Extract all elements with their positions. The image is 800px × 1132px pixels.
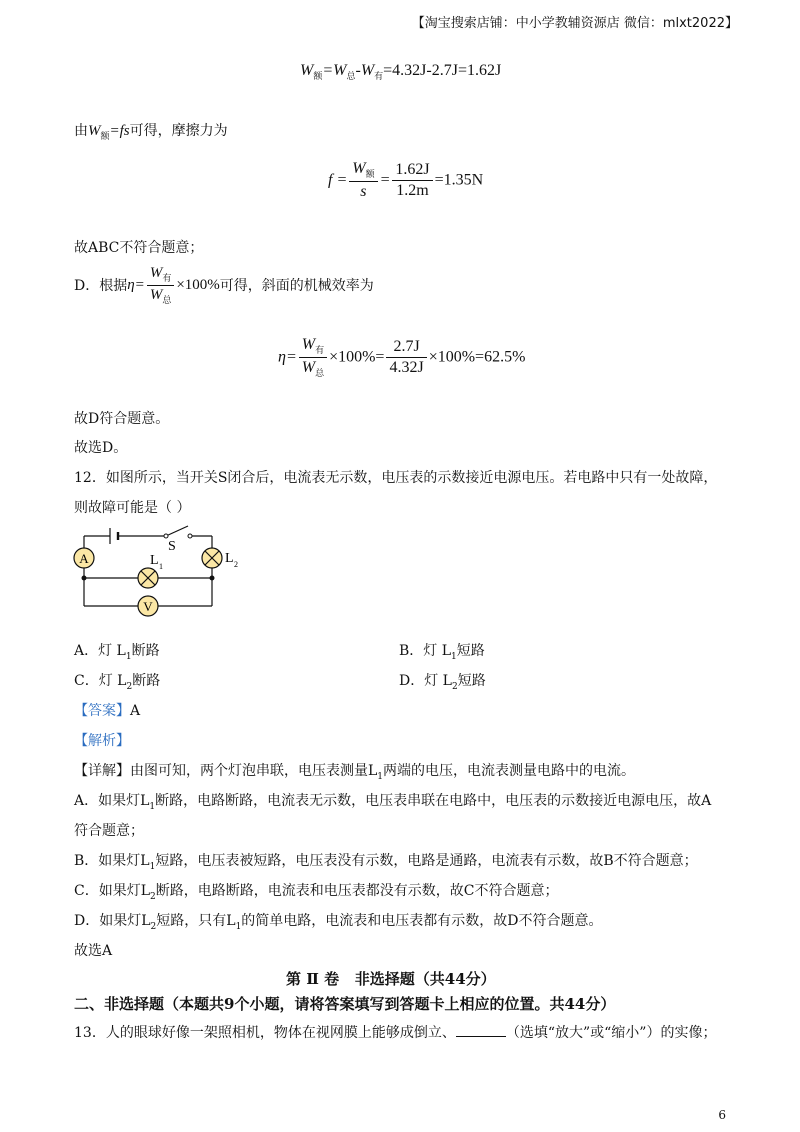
svg-text:2: 2	[234, 560, 238, 569]
page-header: 【淘宝搜索店铺：中小学教辅资源店 微信：mlxt2022】	[411, 16, 738, 31]
analysis-label: 【解析】	[74, 733, 130, 749]
equation-efficiency: η= $\frac{W_有}{W_总}$ ×100%= $\frac{2.7J}{4.32J}$ ×100%=62.5%	[278, 336, 526, 379]
answer-blank[interactable]	[456, 1024, 506, 1037]
option-a: A．灯 $L_1$断路	[74, 643, 160, 662]
explain-a-line2: 符合题意；	[74, 823, 144, 839]
friction-intro: 由$W_额=fs$可得，摩擦力为	[74, 123, 228, 141]
explain-a: A．如果灯$L_1$断路，电路断路，电流表无示数，电压表串联在电路中，电压表的示数接近电源电压，故A	[74, 793, 712, 812]
page-number: 6	[718, 1108, 726, 1122]
option-b: B．灯 $L_1$短路	[399, 643, 485, 662]
voltmeter-symbol	[138, 596, 158, 616]
explain-d: D．如果灯$L_2$短路，只有$L_1$的简单电路，电流表和电压表都有示数，故D不符合题意。	[74, 913, 603, 932]
option-d: D．灯 $L_2$短路	[399, 673, 486, 692]
choice-d: 故选D。	[74, 440, 128, 456]
d-conclusion: 故D符合题意。	[74, 411, 170, 427]
question-13: 13．人的眼球好像一架照相机，物体在视网膜上能够成倒立、 （选填“放大”或“缩小”）的实像；	[74, 1025, 717, 1041]
abc-conclusion: 故ABC不符合题意；	[74, 240, 204, 256]
d-efficiency-intro: D．根据η= $\frac{W_有}{W_总}$ ×100%可得，斜面的机械效率为	[74, 265, 374, 305]
answer: 【答案】A	[74, 703, 141, 719]
section-title: 第 Ⅱ 卷 非选择题（共44分）	[286, 970, 496, 988]
detail-text: 【详解】由图可知，两个灯泡串联，电压表测量$L_1$两端的电压，电流表测量电路中的电流。	[74, 763, 636, 782]
choice-a: 故选A	[74, 943, 113, 959]
svg-text:L: L	[150, 553, 159, 568]
equation-friction: f = $\frac{W_额}{s}$ = $\frac{1.62J}{1.2m}$ =1.35N	[328, 160, 484, 201]
equation-work-extra: $W_额=W_总-W_有=4.32J-2.7J=1.62J$	[300, 62, 502, 82]
svg-text:1: 1	[159, 562, 163, 571]
lamp-l1-symbol	[138, 553, 163, 588]
question-12-line1: 12．如图所示，当开关S闭合后，电流表无示数，电压表的示数接近电源电压。若电路中只有一处故障，	[74, 470, 718, 486]
ammeter-symbol	[74, 548, 94, 568]
svg-text:L: L	[225, 551, 234, 566]
lamp-l2-symbol	[202, 548, 238, 569]
circuit-diagram	[70, 520, 260, 620]
option-c: C．灯 $L_2$断路	[74, 673, 161, 692]
question-12-line2: 则故障可能是（ ）	[74, 500, 191, 516]
explain-b: B．如果灯$L_1$短路，电压表被短路，电压表没有示数，电路是通路，电流表有示数，故B不符合题意；	[74, 853, 698, 872]
explain-c: C．如果灯$L_2$断路，电路断路，电流表和电压表都没有示数，故C不符合题意；	[74, 883, 559, 902]
svg-text:A: A	[79, 551, 89, 566]
section-subtitle: 二、非选择题（本题共9个小题，请将答案填写到答题卡上相应的位置。共44分）	[74, 995, 616, 1013]
switch-label: S	[168, 539, 176, 554]
svg-text:V: V	[143, 599, 153, 614]
equation-result: =4.32J-2.7J=1.62J	[383, 62, 502, 79]
